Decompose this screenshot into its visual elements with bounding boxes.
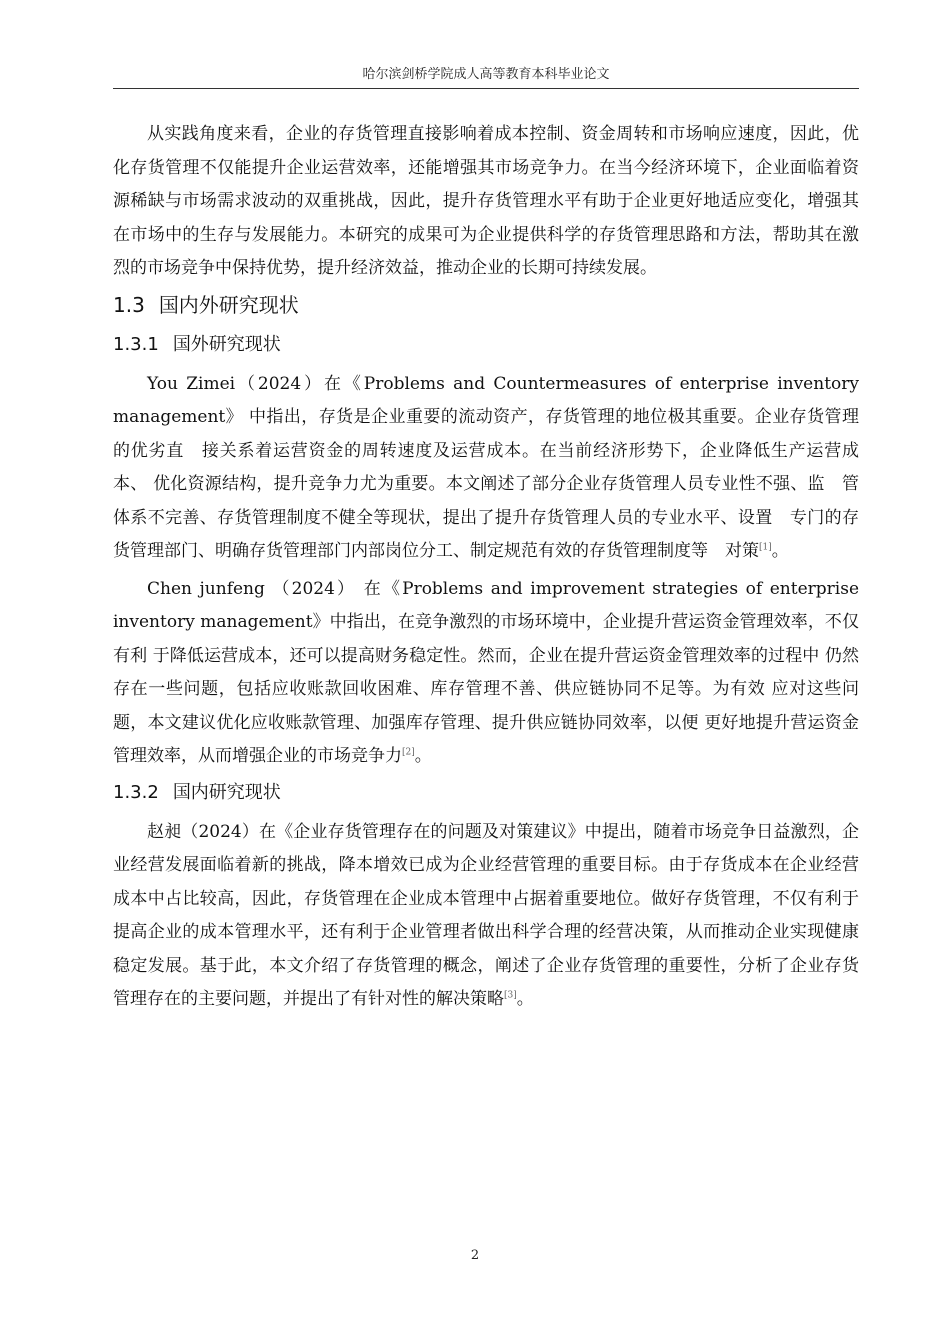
subsection-number: 1.3.2 [113,781,159,803]
subsection-heading-1-3-2 [113,778,859,808]
citation-marker: [2] [402,747,415,758]
paragraph-zhao-chang [113,816,859,1017]
page-number: 2 [470,1248,480,1263]
section-heading-1-3 [113,290,859,320]
paragraph-practical-significance [113,118,859,286]
paragraph-text: You Zimei（2024）在《Problems and Countermeasures of enterprise inventory management》 中指出，存货是企业重要的流动资产，存货管理的地位极其重要。企业存货管理的优劣直 接关系着运营资金的周转速度及运营成本。在当前经济形势下，企业降低生产运营成本、 优化资源结构，提升竞争力尤为重要。本文阐述了部分企业存货管理人员专业性不强、监 管体系不完善、存货管理制度不健全等现状，提出了提升存货管理人员的专业水平、设置 专门的存货管理部门、明确存货管理部门内部岗位分工、制定规范有效的存货管理制度等 对策 [113,373,859,561]
paragraph-end-punct: 。 [414,746,432,766]
subsection-heading-1-3-1 [113,330,859,360]
paragraph-you-zimei [113,368,859,569]
paragraph-end-punct: 。 [771,541,789,561]
section-title: 国内外研究现状 [158,292,299,317]
subsection-title: 国外研究现状 [172,333,281,355]
citation-marker: [1] [759,542,772,553]
paragraph-text: 赵昶（2024）在《企业存货管理存在的问题及对策建议》中提出，随着市场竞争日益激烈，企业经营发展面临着新的挑战，降本增效已成为企业经营管理的重要目标。由于存货成本在企业经营成本中占比较高，因此，存货管理在企业成本管理中占据着重要地位。做好存货管理，不仅有利于提高企业的成本管理水平，还有利于企业管理者做出科学合理的经营决策，从而推动企业实现健康稳定发展。基于此，本文介绍了存货管理的概念，阐述了企业存货管理的重要性，分析了企业存货管理存在的主要问题，并提出了有针对性的解决策略 [113,821,859,1009]
subsection-number: 1.3.1 [113,333,159,355]
running-header: 哈尔滨剑桥学院成人高等教育本科毕业论文 [362,67,610,82]
paragraph-text: 从实践角度来看，企业的存货管理直接影响着成本控制、资金周转和市场响应速度，因此，优化存货管理不仅能提升企业运营效率，还能增强其市场竞争力。在当今经济环境下，企业面临着资源稀缺与市场需求波动的双重挑战，因此，提升存货管理水平有助于企业更好地适应变化，增强其在市场中的生存与发展能力。本研究的成果可为企业提供科学的存货管理思路和方法，帮助其在激烈的市场竞争中保持优势，提升经济效益，推动企业的长期可持续发展。 [113,124,859,278]
paragraph-end-punct: 。 [516,989,534,1009]
subsection-title: 国内研究现状 [172,781,281,803]
paragraph-chen-junfeng [113,573,859,774]
citation-marker: [3] [504,990,517,1001]
header-divider [113,88,859,89]
body-content [113,118,859,1021]
section-number: 1.3 [113,292,145,317]
paragraph-text: Chen junfeng （2024） 在《Problems and improvement strategies of enterprise inventory management》中指出，在竞争激烈的市场环境中，企业提升营运资金管理效率，不仅有利 于降低运营成本，还可以提高财务稳定性。然而，企业在提升营运资金管理效率的过程中 仍然存在一些问题，包括应收账款回收困难、库存管理不善、供应链协同不足等。为有效 应对这些问题，本文建议优化应收账款管理、加强库存管理、提升供应链协同效率，以便 更好地提升营运资金管理效率，从而增强企业的市场竞争力 [113,578,859,766]
